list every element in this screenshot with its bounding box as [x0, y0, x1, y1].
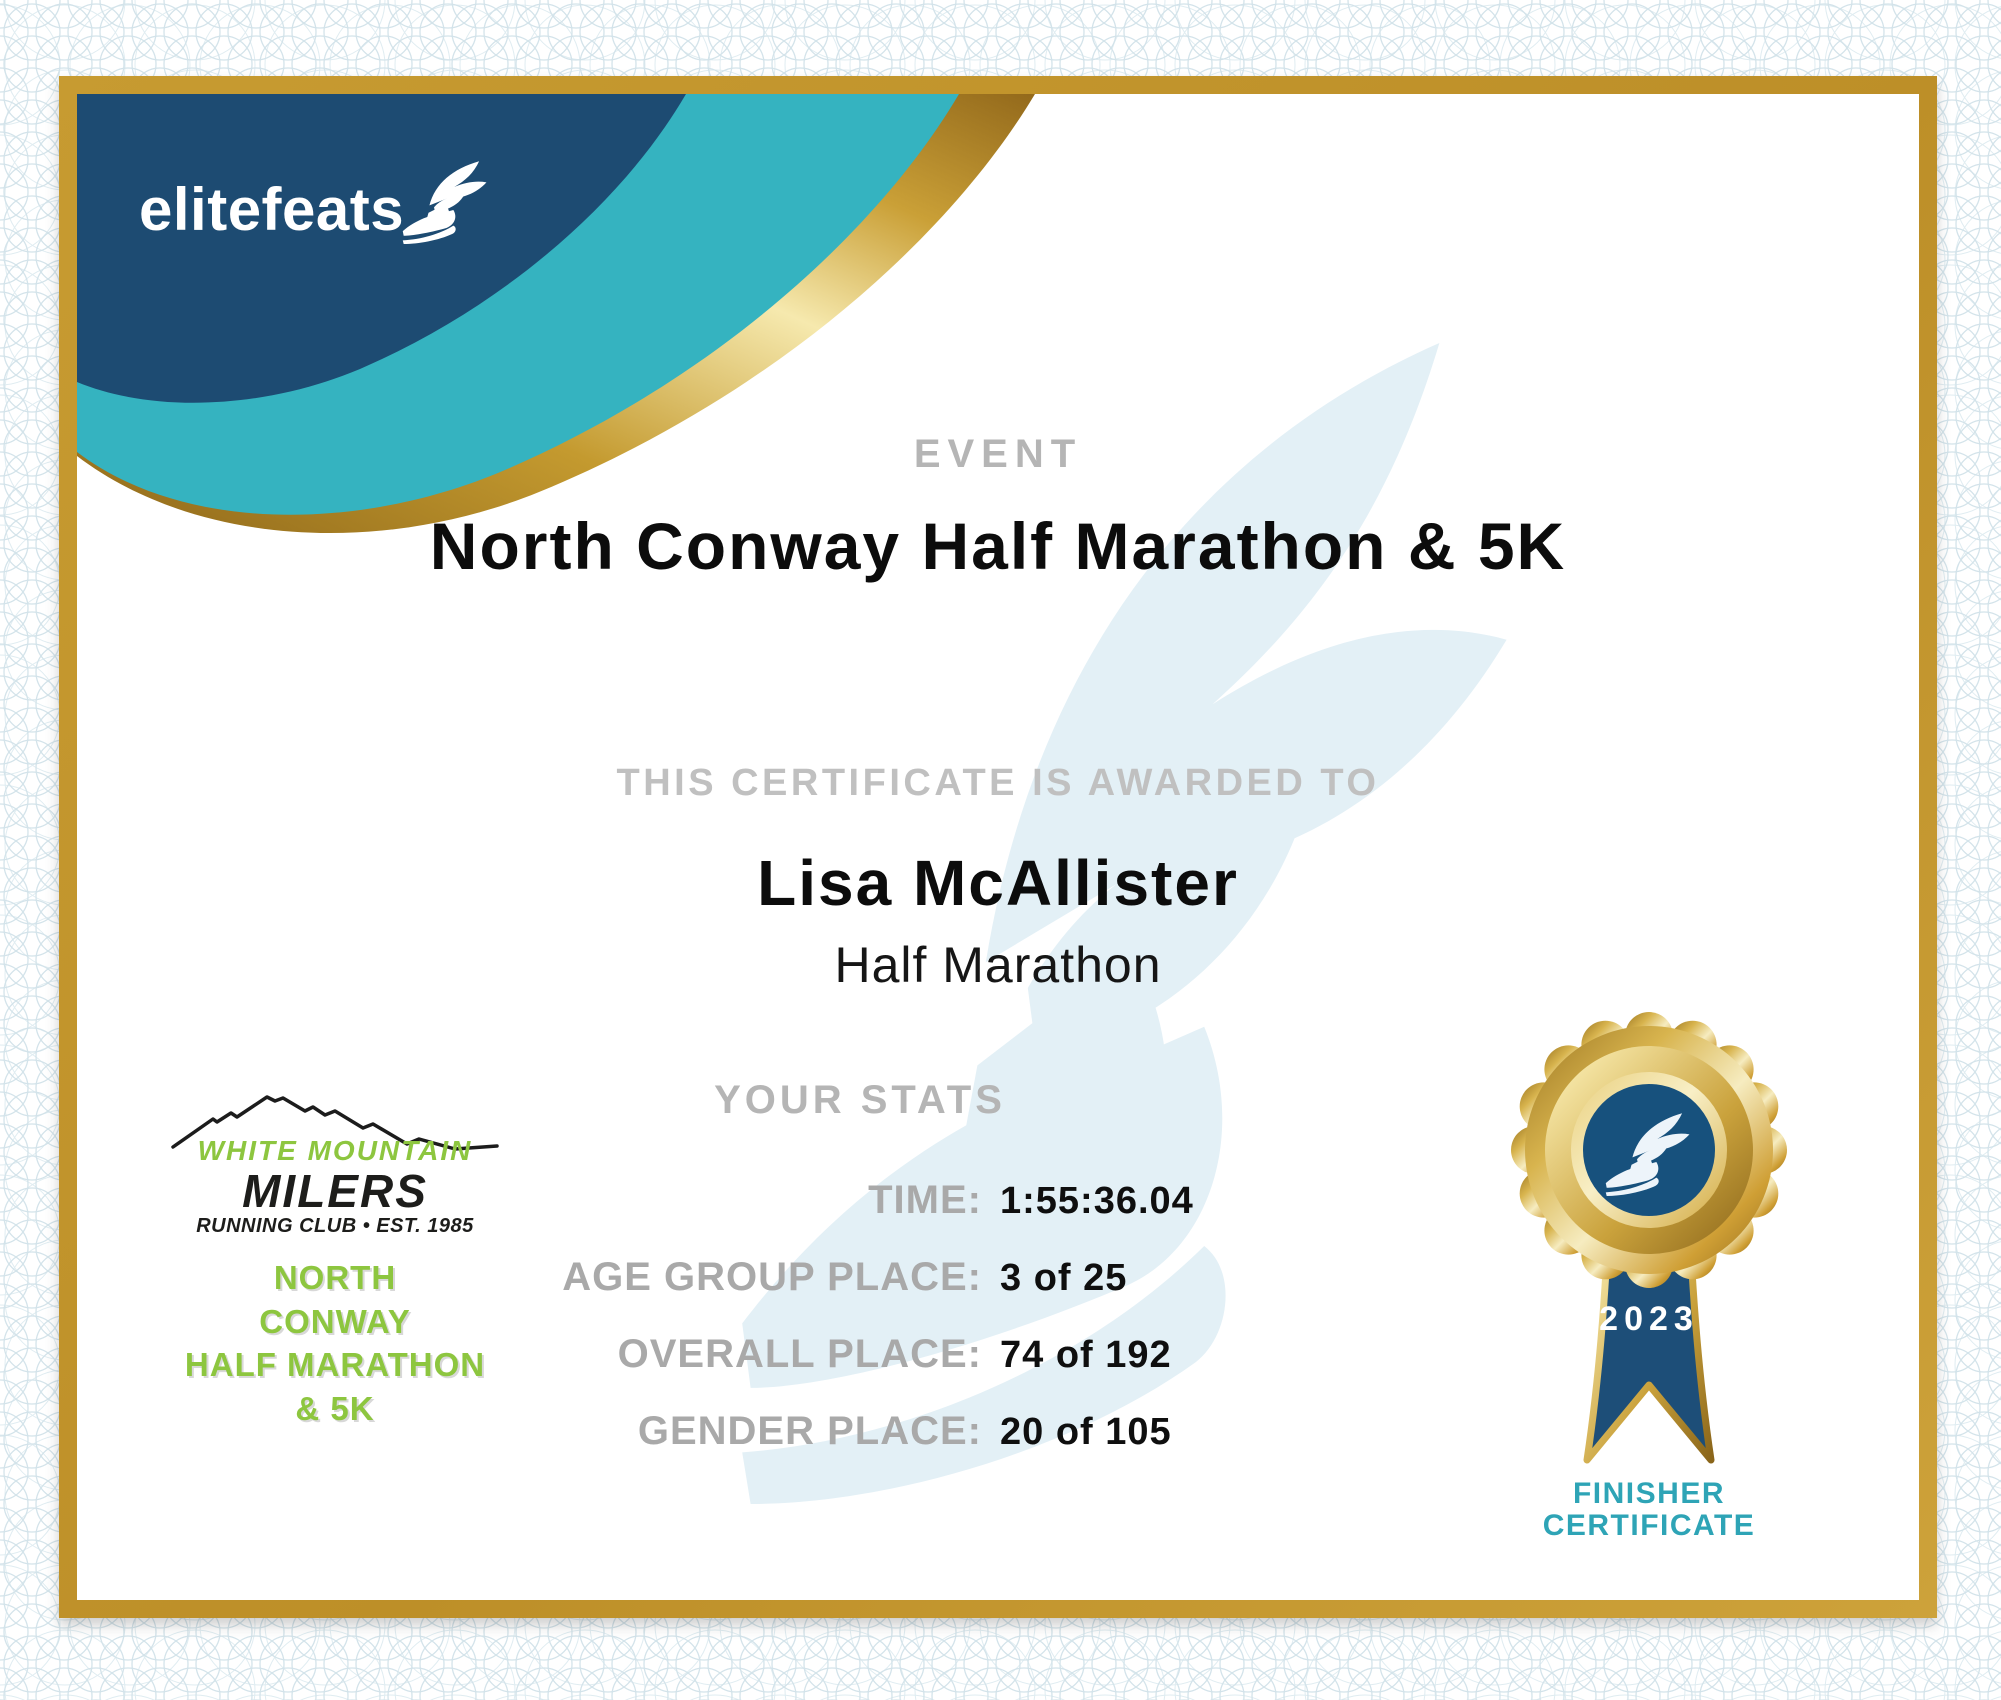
- club-event-line: & 5K: [295, 1389, 375, 1427]
- recipient-name: Lisa McAllister: [757, 847, 1239, 919]
- stat-label: GENDER PLACE:: [637, 1409, 982, 1453]
- stat-value: 20 of 105: [1000, 1411, 1172, 1453]
- awarded-to-label: THIS CERTIFICATE IS AWARDED TO: [616, 762, 1380, 804]
- stat-value: 3 of 25: [1000, 1257, 1128, 1299]
- stat-label: TIME:: [868, 1178, 982, 1222]
- brand-logo-text: elitefeats: [139, 176, 405, 243]
- event-label: EVENT: [913, 432, 1083, 476]
- stat-label: OVERALL PLACE:: [617, 1332, 982, 1376]
- stat-value: 74 of 192: [1000, 1334, 1172, 1376]
- stat-value: 1:55:36.04: [1000, 1180, 1194, 1222]
- event-name: North Conway Half Marathon & 5K: [429, 509, 1567, 583]
- finisher-caption-line: CERTIFICATE: [1542, 1509, 1756, 1542]
- club-sub-line: RUNNING CLUB • EST. 1985: [196, 1215, 474, 1238]
- club-top-line: WHITE MOUNTAIN: [197, 1135, 473, 1166]
- gold-frame: [59, 76, 1937, 1618]
- certificate-sheet: [77, 94, 1919, 1600]
- finisher-caption-line: FINISHER: [1572, 1477, 1725, 1510]
- stats-heading: YOUR STATS: [714, 1078, 1006, 1122]
- club-event-line: NORTH: [273, 1259, 397, 1297]
- stat-label: AGE GROUP PLACE:: [562, 1255, 982, 1299]
- club-event-line: CONWAY: [259, 1302, 411, 1340]
- finisher-medal-badge: [1499, 1000, 1799, 1560]
- badge-year: 2023: [1599, 1300, 1699, 1338]
- club-name: MILERS: [242, 1165, 428, 1217]
- winged-foot-icon: [400, 140, 492, 256]
- club-event-line: HALF MARATHON: [184, 1346, 486, 1384]
- brand-logo: [139, 142, 492, 256]
- race-division: Half Marathon: [834, 937, 1162, 993]
- finisher-caption: [1499, 1478, 1799, 1542]
- club-event-name: [169, 1256, 501, 1430]
- club-logo: [169, 1089, 501, 1430]
